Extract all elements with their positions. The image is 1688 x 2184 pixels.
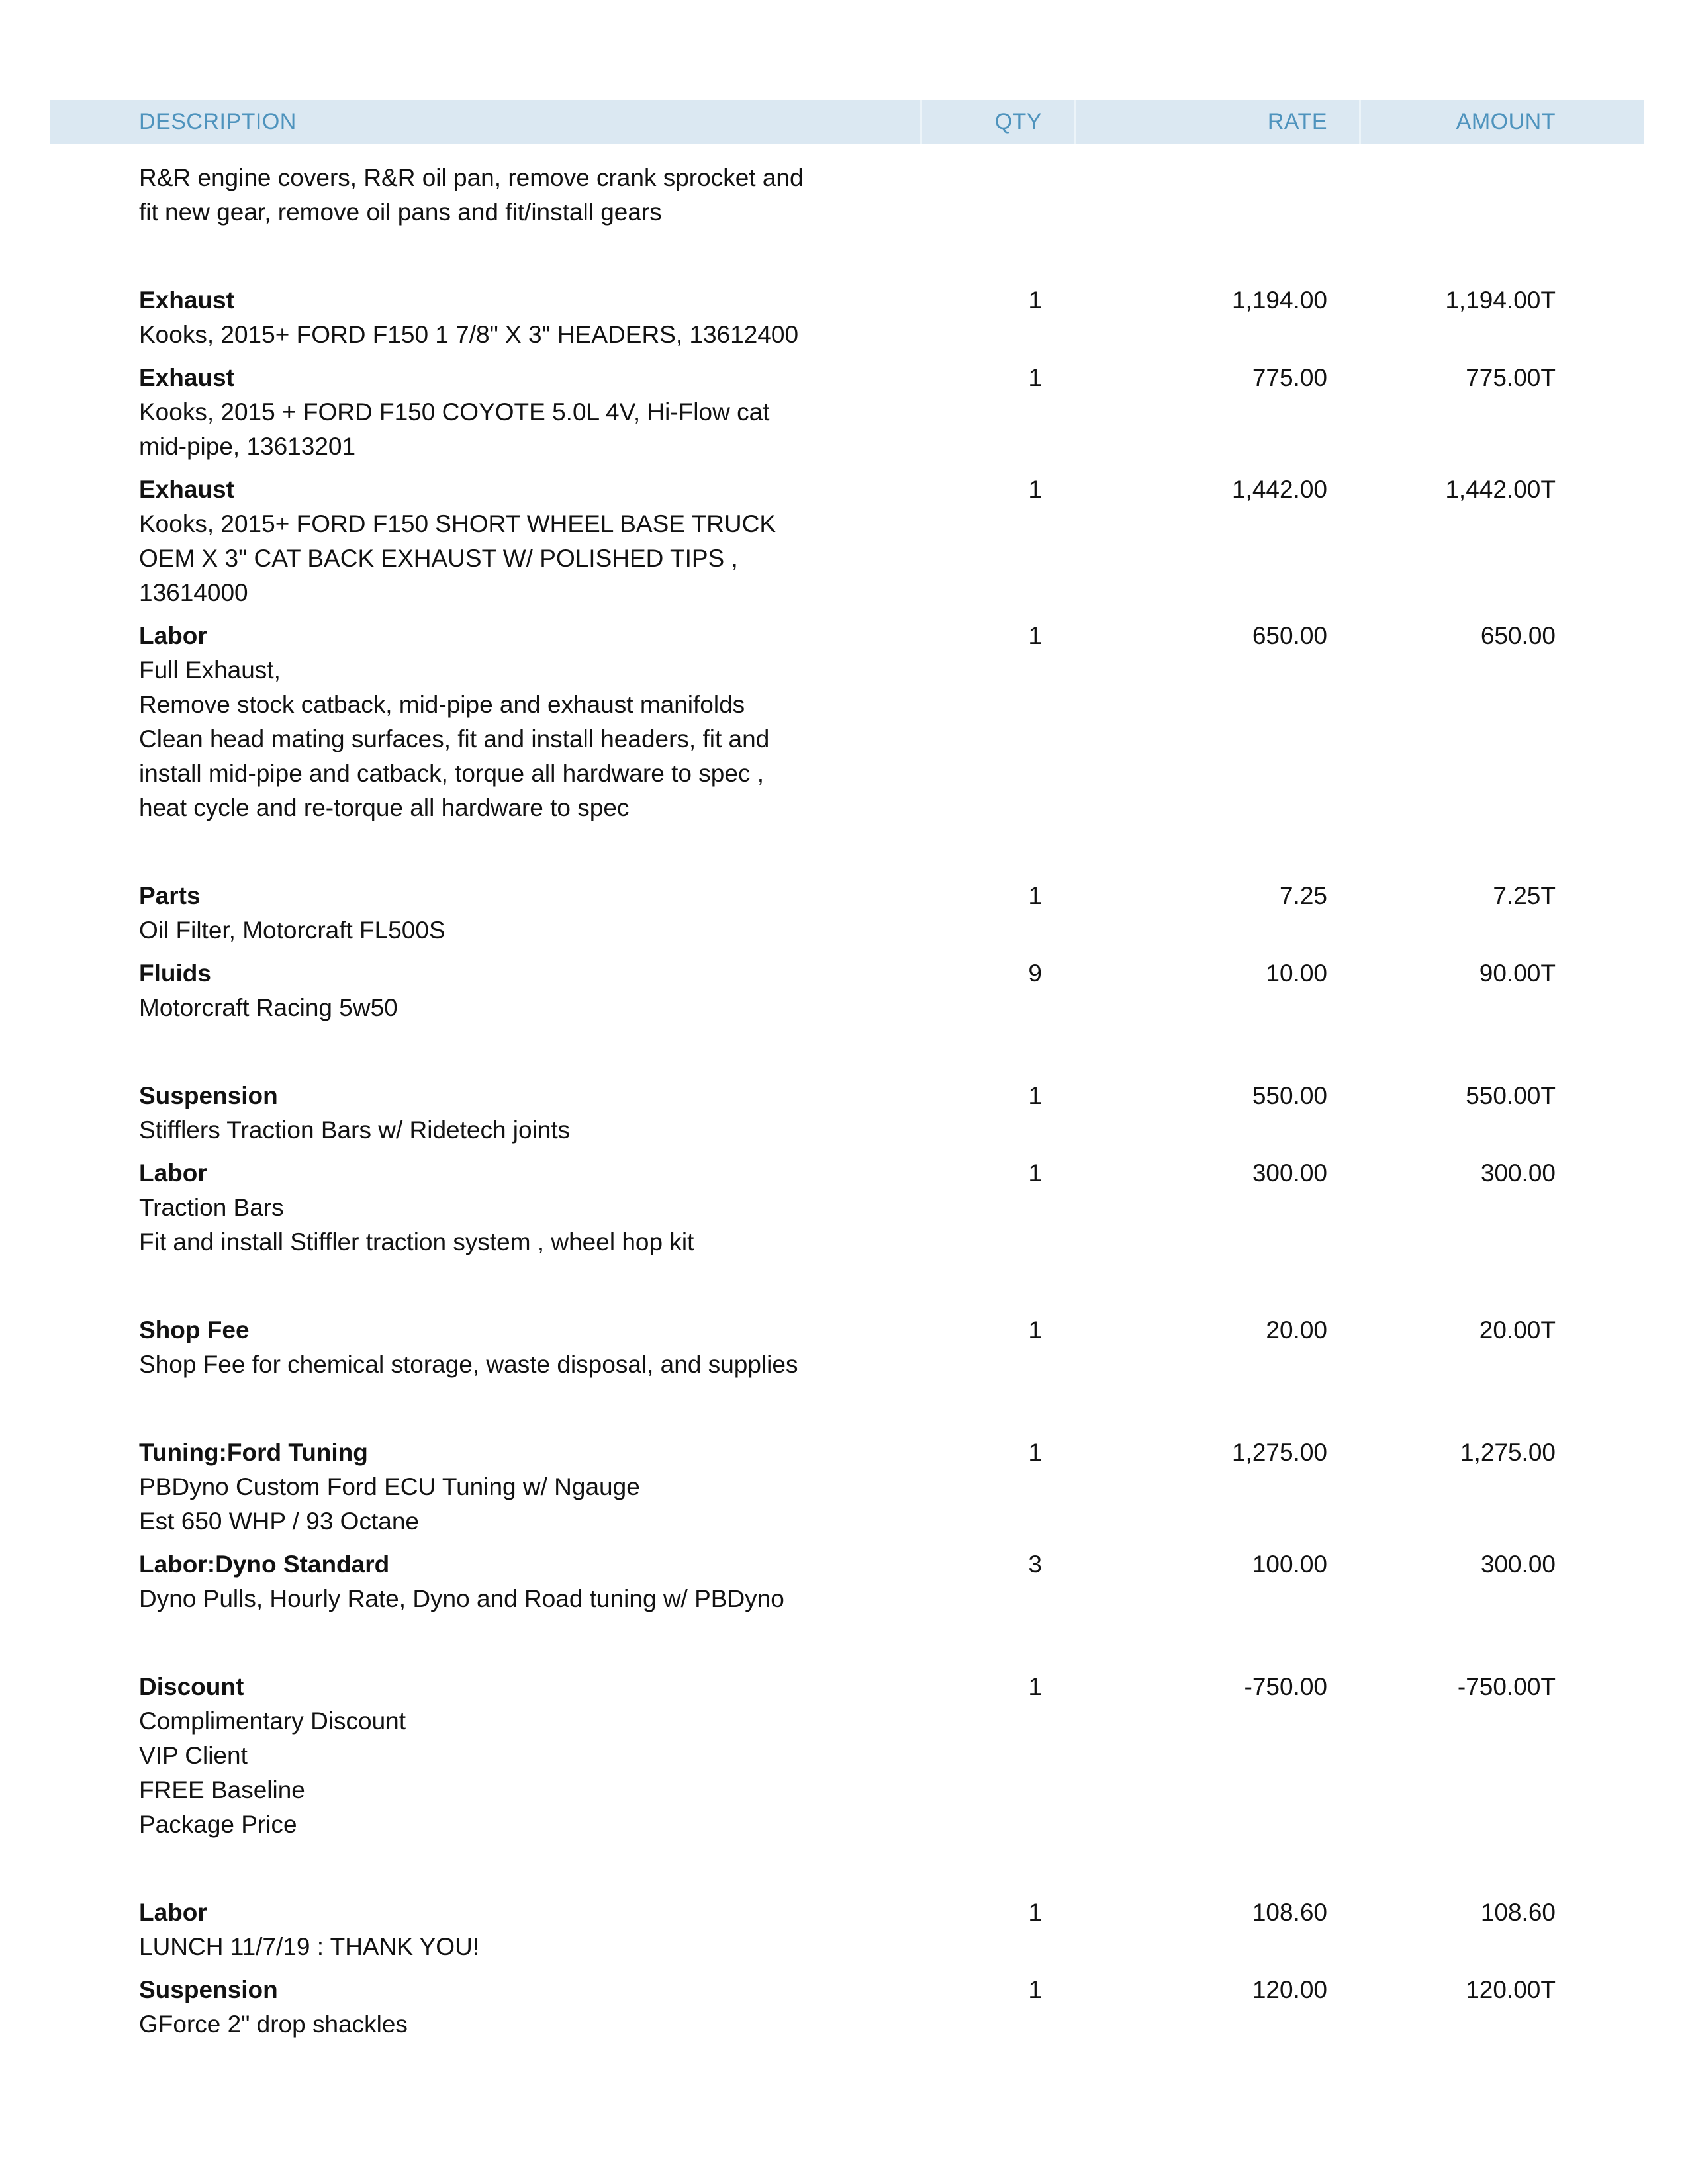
item-rate: 300.00: [1252, 1160, 1327, 1187]
item-description: Oil Filter, Motorcraft FL500S: [139, 917, 445, 944]
item-qty: 1: [1028, 1899, 1042, 1926]
item-amount: 650.00: [1480, 622, 1556, 649]
item-amount: 550.00T: [1466, 1082, 1556, 1109]
table-header-row: [50, 100, 1644, 144]
item-rate: 1,442.00: [1231, 476, 1327, 503]
item-description: Traction Bars Fit and install Stiffler traction system , wheel hop kit: [139, 1194, 694, 1255]
item-description: Kooks, 2015+ FORD F150 SHORT WHEEL BASE TRUCK OEM X 3" CAT BACK EXHAUST W/ POLISHED TIPS , 13614000: [139, 510, 776, 606]
table-row: [50, 1973, 1644, 2042]
item-qty: 1: [1028, 1082, 1042, 1109]
item-description: GForce 2" drop shackles: [139, 2011, 408, 2038]
item-amount: 108.60: [1480, 1899, 1556, 1926]
item-category: Exhaust: [139, 476, 234, 503]
item-rate: 7.25: [1279, 882, 1327, 909]
item-amount: 300.00: [1480, 1551, 1556, 1578]
item-qty: 1: [1028, 1160, 1042, 1187]
table-row: [50, 1079, 1644, 1148]
item-description: Kooks, 2015+ FORD F150 1 7/8" X 3" HEADERS, 13612400: [139, 321, 799, 348]
item-description-cell: [50, 619, 920, 825]
item-amount: [1359, 161, 1644, 230]
item-qty: 1: [1028, 364, 1042, 391]
item-description: Motorcraft Racing 5w50: [139, 994, 398, 1021]
item-description-cell: [50, 1079, 920, 1148]
column-header-qty: QTY: [920, 100, 1074, 144]
table-row: [50, 473, 1644, 610]
item-qty: 1: [1028, 1439, 1042, 1466]
table-row: [50, 283, 1644, 352]
item-category: Suspension: [139, 1082, 278, 1109]
item-rate: 120.00: [1252, 1976, 1327, 2003]
table-row: [50, 1895, 1644, 1964]
item-description-cell: [50, 161, 920, 230]
item-category: Fluids: [139, 960, 211, 987]
item-rate: 1,194.00: [1231, 287, 1327, 314]
item-qty: 1: [1028, 1976, 1042, 2003]
column-header-amount: AMOUNT: [1359, 100, 1644, 144]
table-row: [50, 1313, 1644, 1382]
item-qty: 1: [1028, 622, 1042, 649]
item-description-cell: [50, 473, 920, 610]
item-description: Full Exhaust, Remove stock catback, mid-pipe and exhaust manifolds Clean head mating surfaces, fit and install headers, fit and install mid-pipe and catback, torque all hardware to spec , heat cycle and re-torque all hardware to spec: [139, 657, 770, 821]
table-row: [50, 1547, 1644, 1616]
item-category: Suspension: [139, 1976, 278, 2003]
item-description-cell: [50, 1670, 920, 1842]
item-description: Dyno Pulls, Hourly Rate, Dyno and Road tuning w/ PBDyno: [139, 1585, 784, 1612]
item-amount: 300.00: [1480, 1160, 1556, 1187]
item-description-cell: [50, 1973, 920, 2042]
item-amount: 120.00T: [1466, 1976, 1556, 2003]
table-row: [50, 879, 1644, 948]
item-category: Labor: [139, 1899, 207, 1926]
item-rate: 10.00: [1266, 960, 1327, 987]
item-amount: 20.00T: [1479, 1316, 1556, 1343]
table-row: [50, 161, 1644, 230]
item-category: Parts: [139, 882, 201, 909]
item-rate: 108.60: [1252, 1899, 1327, 1926]
item-category: Labor: [139, 622, 207, 649]
item-category: Labor: [139, 1160, 207, 1187]
table-row: [50, 361, 1644, 464]
item-qty: 9: [1028, 960, 1042, 987]
item-description: Shop Fee for chemical storage, waste disposal, and supplies: [139, 1351, 798, 1378]
item-description-cell: [50, 283, 920, 352]
item-rate: 550.00: [1252, 1082, 1327, 1109]
invoice-line-items-section: [50, 100, 1644, 2042]
table-row: [50, 1435, 1644, 1539]
item-rate: 775.00: [1252, 364, 1327, 391]
table-body: [50, 161, 1644, 2042]
item-qty: 1: [1028, 882, 1042, 909]
item-amount: 7.25T: [1493, 882, 1556, 909]
item-qty: 1: [1028, 1316, 1042, 1343]
item-amount: 1,442.00T: [1445, 476, 1556, 503]
item-description-cell: [50, 956, 920, 1025]
item-description: Kooks, 2015 + FORD F150 COYOTE 5.0L 4V, Hi-Flow cat mid-pipe, 13613201: [139, 398, 770, 460]
item-description-cell: [50, 1156, 920, 1259]
item-description-cell: [50, 361, 920, 464]
item-description-cell: [50, 1313, 920, 1382]
table-row: [50, 956, 1644, 1025]
item-amount: 1,275.00: [1460, 1439, 1556, 1466]
item-rate: 650.00: [1252, 622, 1327, 649]
table-row: [50, 1670, 1644, 1842]
item-category: Exhaust: [139, 364, 234, 391]
item-amount: 1,194.00T: [1445, 287, 1556, 314]
item-description: PBDyno Custom Ford ECU Tuning w/ Ngauge Est 650 WHP / 93 Octane: [139, 1473, 640, 1535]
item-amount: 775.00T: [1466, 364, 1556, 391]
item-rate: 1,275.00: [1231, 1439, 1327, 1466]
column-header-rate: RATE: [1074, 100, 1359, 144]
item-category: Exhaust: [139, 287, 234, 314]
item-description-cell: [50, 1435, 920, 1539]
item-description: Stifflers Traction Bars w/ Ridetech joints: [139, 1116, 571, 1144]
item-category: Tuning:Ford Tuning: [139, 1439, 368, 1466]
item-description-cell: [50, 1895, 920, 1964]
item-rate: [1074, 161, 1359, 230]
item-description: LUNCH 11/7/19 : THANK YOU!: [139, 1933, 480, 1960]
item-amount: -750.00T: [1457, 1673, 1556, 1700]
table-row: [50, 619, 1644, 825]
item-category: Shop Fee: [139, 1316, 250, 1343]
column-header-description: DESCRIPTION: [139, 109, 297, 134]
item-qty: 1: [1028, 1673, 1042, 1700]
item-rate: -750.00: [1244, 1673, 1327, 1700]
item-amount: 90.00T: [1479, 960, 1556, 987]
table-row: [50, 1156, 1644, 1259]
item-rate: 100.00: [1252, 1551, 1327, 1578]
item-qty: 1: [1028, 287, 1042, 314]
item-category: Discount: [139, 1673, 244, 1700]
item-qty: 1: [1028, 476, 1042, 503]
item-description-cell: [50, 1547, 920, 1616]
item-description: R&R engine covers, R&R oil pan, remove crank sprocket and fit new gear, remove oil pans and fit/install gears: [139, 164, 804, 226]
item-category: Labor:Dyno Standard: [139, 1551, 390, 1578]
item-description: Complimentary Discount VIP Client FREE Baseline Package Price: [139, 1707, 406, 1838]
item-qty: [920, 161, 1074, 230]
item-qty: 3: [1028, 1551, 1042, 1578]
item-description-cell: [50, 879, 920, 948]
item-rate: 20.00: [1266, 1316, 1327, 1343]
